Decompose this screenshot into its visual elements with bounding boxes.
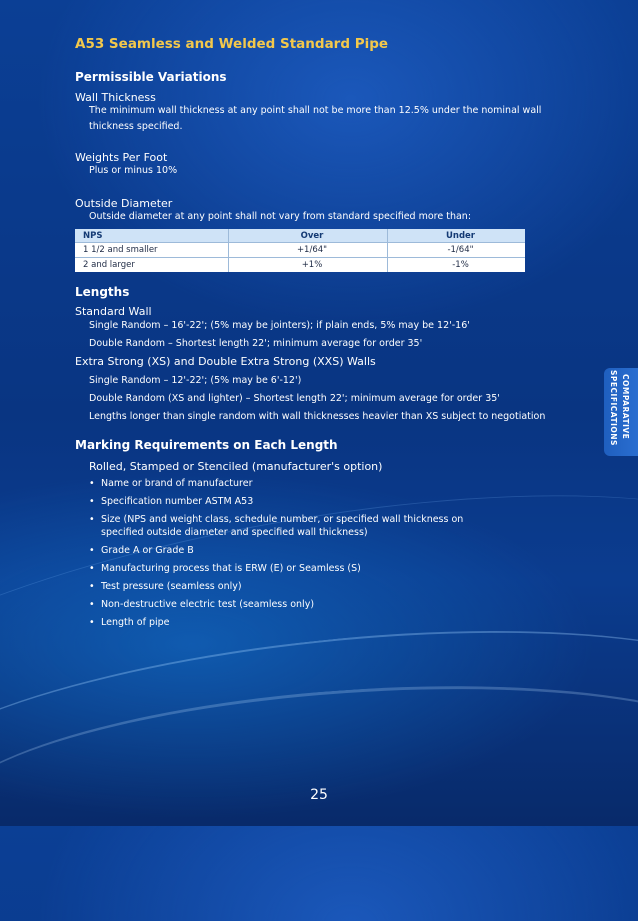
marking-heading: Marking Requirements on Each Length [75, 438, 338, 452]
weights-text: Plus or minus 10% [89, 165, 178, 176]
table-cell: -1% [388, 258, 526, 273]
list-item: • Grade A or Grade B [89, 545, 194, 556]
bullet-icon: • [89, 496, 95, 507]
bullet-icon: • [89, 599, 95, 610]
marking-subheading: Rolled, Stamped or Stenciled (manufacturer's option) [89, 460, 383, 473]
bullet-icon: • [89, 581, 95, 592]
list-item: • Manufacturing process that is ERW (E) or Seamless (S) [89, 563, 361, 574]
side-tab-line1: COMPARATIVE [621, 374, 630, 440]
list-item: • Size (NPS and weight class, schedule number, or specified wall thickness on specified outside diameter and specified wall thickness) [89, 514, 464, 538]
bullet-icon: • [89, 617, 95, 628]
list-item: Double Random – Shortest length 22'; minimum average for order 35' [89, 338, 423, 349]
page-title: A53 Seamless and Welded Standard Pipe [75, 36, 389, 52]
table-cell: 1 1/2 and smaller [75, 243, 229, 258]
list-item: • Name or brand of manufacturer [89, 478, 253, 489]
table-header-under: Under [388, 229, 526, 243]
bullet-icon: • [89, 514, 95, 525]
bullet-icon: • [89, 545, 95, 556]
extra-strong-heading: Extra Strong (XS) and Double Extra Strong (XXS) Walls [75, 355, 376, 368]
table-cell: 2 and larger [75, 258, 229, 273]
bullet-icon: • [89, 563, 95, 574]
list-item: • Specification number ASTM A53 [89, 496, 254, 507]
section-side-tab[interactable] [604, 368, 638, 456]
table-header-nps: NPS [75, 229, 229, 243]
marking-list [89, 477, 491, 634]
outside-diameter-text: Outside diameter at any point shall not vary from standard specified more than: [89, 211, 472, 222]
list-item: Double Random (XS and lighter) – Shortest length 22'; minimum average for order 35' [89, 393, 500, 404]
list-item: Single Random – 16'-22'; (5% may be jointers); if plain ends, 5% may be 12'-16' [89, 320, 470, 331]
table-cell: +1% [229, 258, 388, 273]
bullet-icon: • [89, 478, 95, 489]
table-header-over: Over [229, 229, 388, 243]
list-item: Single Random – 12'-22'; (5% may be 6'-12') [89, 375, 302, 386]
weights-heading: Weights Per Foot [75, 151, 168, 164]
wall-thickness-text: The minimum wall thickness at any point shall not be more than 12.5% under the nominal wall thickness specified. [89, 105, 542, 132]
permissible-variations-heading: Permissible Variations [75, 70, 227, 84]
table-cell: +1/64" [229, 243, 388, 258]
list-item: Lengths longer than single random with wall thicknesses heavier than XS subject to negotiation [89, 411, 546, 422]
table-row [75, 243, 525, 258]
lengths-heading: Lengths [75, 285, 130, 299]
standard-wall-heading: Standard Wall [75, 305, 152, 318]
table-cell: -1/64" [388, 243, 526, 258]
table-row [75, 258, 525, 273]
list-item: • Non-destructive electric test (seamless only) [89, 599, 315, 610]
list-item: • Length of pipe [89, 617, 170, 628]
side-tab-line2: SPECIFICATIONS [609, 370, 618, 446]
outside-diameter-heading: Outside Diameter [75, 197, 173, 210]
od-tolerance-table [75, 229, 525, 272]
table-header-row [75, 229, 525, 243]
page-number: 25 [310, 787, 328, 803]
list-item: • Test pressure (seamless only) [89, 581, 242, 592]
wall-thickness-heading: Wall Thickness [75, 91, 156, 104]
